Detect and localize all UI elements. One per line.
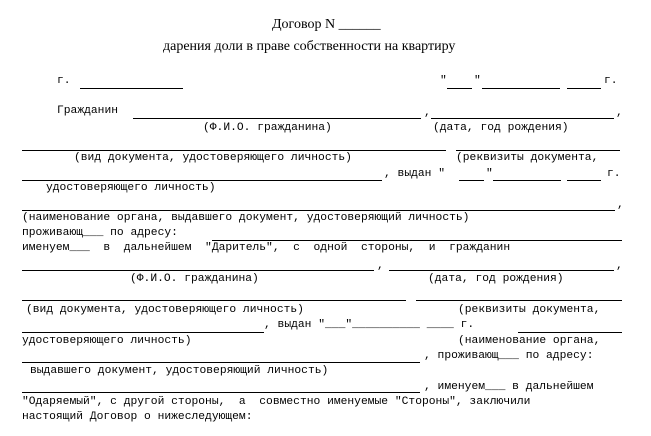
recipient-line: "Одаряемый", с другой стороны, а совместно именуемые "Стороны", заключили [22, 396, 531, 408]
issued-month-field[interactable] [493, 180, 561, 181]
comma: , [377, 260, 384, 272]
issued-year-suffix: г. [607, 168, 621, 180]
comma: , [616, 260, 623, 272]
requisites-caption: (реквизиты документа, [456, 152, 599, 164]
date-quote-open: " [440, 75, 447, 87]
fio-caption-2: (Ф.И.О. гражданина) [130, 273, 259, 285]
cert-caption-2: удостоверяющего личность) [22, 335, 192, 347]
donor-doc-number-field[interactable] [22, 180, 382, 181]
document-subtitle: дарения доли в праве собственности на квартиру [163, 39, 456, 54]
recipient-authority-field[interactable] [22, 362, 420, 363]
doc-caption-2: (вид документа, удостоверяющего личность) [26, 304, 304, 316]
requisites-caption-2: (реквизиты документа, [458, 304, 601, 316]
city-prefix: г. [57, 75, 71, 87]
issued-day-field[interactable] [459, 180, 484, 181]
issued-quote-close: " [486, 168, 493, 180]
residing-2: , проживающ___ по адресу: [424, 350, 594, 362]
donor-name-field[interactable] [133, 118, 421, 119]
comma: , [424, 107, 431, 119]
recipient-name-field[interactable] [22, 270, 374, 271]
authority-caption: (наименование органа, выдавшего документ, удостоверяющий личность) [22, 212, 470, 224]
authority-caption-2b: выдавшего документ, удостоверяющий личность) [30, 365, 329, 377]
final-line: настоящий Договор о нижеследующем: [22, 411, 253, 423]
recipient-address-field[interactable] [22, 392, 420, 393]
year-field[interactable] [567, 88, 601, 89]
issued-year-field[interactable] [567, 180, 601, 181]
city-field[interactable] [80, 88, 183, 89]
donor-doc-type-field[interactable] [22, 150, 446, 151]
authority-caption-2a: (наименование органа, [458, 335, 601, 347]
named-donor-line: именуем___ в дальнейшем "Даритель", с одной стороны, и гражданин [22, 242, 511, 254]
birth-caption: (дата, год рождения) [433, 122, 569, 134]
donor-address-field[interactable] [212, 240, 622, 241]
day-field[interactable] [447, 88, 472, 89]
comma: , [617, 199, 624, 211]
citizen-label: Гражданин [57, 105, 119, 117]
donor-authority-field[interactable] [22, 210, 615, 211]
document-title: Договор N ______ [272, 17, 381, 32]
donor-birth-field[interactable] [431, 118, 614, 119]
issued-label: , выдан " [384, 168, 446, 180]
year-suffix: г. [604, 75, 618, 87]
recipient-birth-field[interactable] [389, 270, 614, 271]
donor-doc-requisites-field[interactable] [456, 150, 620, 151]
residing-label: проживающ___ по адресу: [22, 227, 178, 239]
comma: , [616, 107, 623, 119]
month-field[interactable] [482, 88, 560, 89]
recipient-doc-number-field[interactable] [22, 332, 264, 333]
issued-line-2: , выдан "___"__________ ____ г. [264, 319, 475, 331]
recipient-doc-requisites-field[interactable] [416, 300, 622, 301]
named-recipient: , именуем___ в дальнейшем [424, 381, 594, 393]
recipient-doc-type-field[interactable] [22, 300, 406, 301]
cert-caption: удостоверяющего личность) [46, 182, 216, 194]
birth-caption-2: (дата, год рождения) [428, 273, 564, 285]
date-quote-close: " [474, 75, 481, 87]
doc-caption: (вид документа, удостоверяющего личность) [74, 152, 352, 164]
recipient-issuer-field[interactable] [518, 332, 622, 333]
fio-caption: (Ф.И.О. гражданина) [203, 122, 332, 134]
